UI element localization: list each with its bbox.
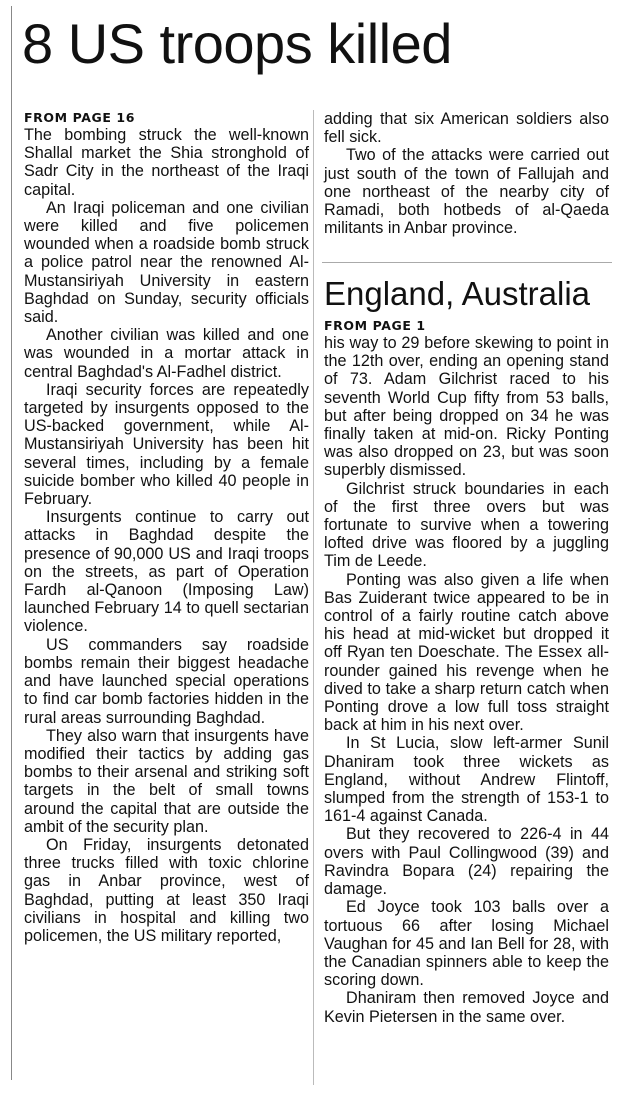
paragraph: An Iraqi policeman and one civilian were killed and five policemen wounded when a roadside bomb struck a police patrol near the renowned Al-Mustansiriyah University in eastern Baghdad on Sunday, security officials said. [24,198,309,327]
paragraph: adding that six American soldiers also fell sick. [324,110,609,147]
headline-england-australia: England, Australia [324,275,591,312]
left-border-rule [11,6,12,1080]
paragraph: US commanders say roadside bombs remain their biggest headache and have launched special operations to find car bomb factories hidden in the rural areas surrounding Baghdad. [24,635,309,727]
paragraph: Insurgents continue to carry out attacks in Baghdad despite the presence of 90,000 US and Iraqi troops on the streets, as part of Operation Fardh al-Qanoon (Imposing Law) launched February 14 to quell sectarian violence. [24,508,309,636]
article1-left-column [24,110,309,945]
kicker-from-page-1: FROM PAGE 1 [324,318,426,333]
paragraph: Gilchrist struck boundaries in each of the first three overs but was fortunate to survive when a towering lofted drive was floored by a juggling Tim de Leede. [324,479,609,571]
paragraph: Ponting was also given a life when Bas Zuiderant twice appeared to be in control of a fairly routine catch above his head at mid-wicket but dropped it off Ryan ten Doeschate. The Essex all-rounder gained his revenge when he dived to take a sharp return catch when Ponting drove a low full toss straight back at him in his next over. [324,570,609,735]
paragraph: Iraqi security forces are repeatedly targeted by insurgents opposed to the US-backed government, while Al-Mustansiriyah University has been hit several times, including by a female suicide bomber who killed 40 people in February. [24,380,309,509]
paragraph: Another civilian was killed and one was wounded in a mortar attack in central Baghdad's Al-Fadhel district. [24,326,309,381]
article1-right-column [324,110,609,237]
paragraph: But they recovered to 226-4 in 44 overs with Paul Collingwood (39) and Ravindra Bopara (24) repairing the damage. [324,825,609,899]
column-divider [313,110,314,1085]
paragraph: Dhaniram then removed Joyce and Kevin Pietersen in the same over. [324,989,609,1026]
paragraph: They also warn that insurgents have modified their tactics by adding gas bombs to their arsenal and striking soft targets in the belt of small towns around the capital that are outside the ambit of the security plan. [24,726,309,836]
kicker-from-page-16: FROM PAGE 16 [24,110,136,125]
paragraph: On Friday, insurgents detonated three trucks filled with toxic chlorine gas in Anbar province, west of Baghdad, putting at least 350 Iraqi civilians in hospital and killing two policemen, the US military reported, [24,835,309,945]
paragraph: In St Lucia, slow left-armer Sunil Dhaniram took three wickets as England, without Andrew Flintoff, slumped from the strength of 153-1 to 161-4 against Canada. [324,734,609,826]
section-divider [322,262,612,263]
paragraph: Two of the attacks were carried out just south of the town of Fallujah and one northeast of the nearby city of Ramadi, both hotbeds of al-Qaeda militants in Anbar province. [324,146,609,238]
paragraph: The bombing struck the well-known Shallal market the Shia stronghold of Sadr City in the northeast of the Iraqi capital. [24,126,309,199]
paragraph: his way to 29 before skewing to point in the 12th over, ending an opening stand of 73. Adam Gilchrist raced to his seventh World Cup fifty from 53 balls, but after being dropped on 34 he was finally taken at mid-on. Ricky Ponting was also dropped on 23, but was soon superbly dismissed. [324,334,609,480]
headline-troops: 8 US troops killed [22,12,452,75]
paragraph: Ed Joyce took 103 balls over a tortuous 66 after losing Michael Vaughan for 45 and Ian Bell for 28, with the Canadian spinners able to keep the scoring down. [324,898,609,990]
article2-column [324,318,609,1026]
